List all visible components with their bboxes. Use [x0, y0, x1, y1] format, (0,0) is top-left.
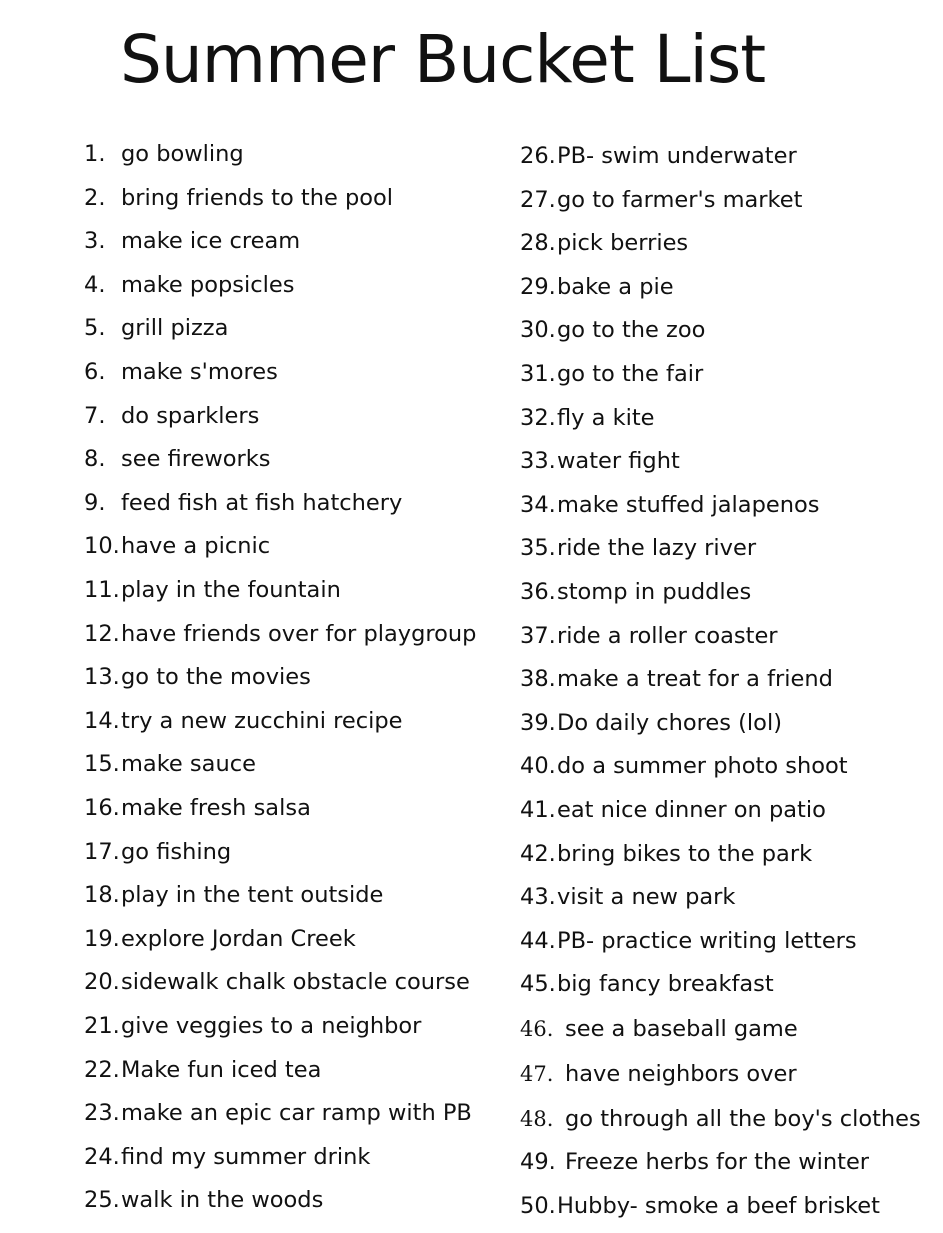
item-text: give veggies to a neighbor: [121, 1013, 422, 1039]
item-number: 12.: [84, 620, 120, 647]
item-text: sidewalk chalk obstacle course: [121, 969, 470, 996]
list-item: [520, 228, 938, 258]
item-text: Freeze herbs for the winter: [565, 1149, 870, 1176]
item-number: 11.: [84, 577, 120, 603]
item-text: make ice cream: [121, 228, 301, 255]
item-text: play in the tent outside: [121, 882, 384, 909]
item-number: 3.: [84, 228, 106, 255]
item-text: go to the fair: [557, 361, 704, 387]
list-item: [520, 882, 938, 912]
list-item: [520, 359, 938, 389]
item-number: 49.: [520, 1149, 556, 1176]
item-text: ride a roller coaster: [557, 622, 778, 649]
item-number: 7.: [84, 402, 106, 429]
item-text: make a treat for a friend: [557, 666, 833, 693]
item-number: 18.: [84, 882, 120, 909]
item-text: try a new zucchini recipe: [121, 707, 403, 734]
item-number: 47.: [520, 1062, 554, 1086]
item-number: 22.: [84, 1056, 120, 1083]
item-text: stomp in puddles: [557, 579, 752, 605]
item-number: 50.: [520, 1193, 556, 1219]
item-text: Do daily chores (lol): [557, 709, 782, 736]
list-item: [520, 403, 938, 433]
item-text: PB- practice writing letters: [557, 927, 857, 954]
list-item: [520, 664, 938, 694]
item-number: 25.: [84, 1187, 120, 1214]
item-number: 14.: [84, 707, 120, 734]
item-number: 6.: [84, 359, 106, 385]
item-text: go fishing: [121, 838, 232, 865]
item-text: do a summer photo shoot: [557, 753, 848, 780]
item-number: 45.: [520, 971, 556, 998]
list-item: [520, 969, 938, 999]
item-number: 20.: [84, 969, 120, 996]
list-item: [520, 577, 938, 607]
item-text: bring friends to the pool: [121, 184, 394, 211]
item-number: 19.: [84, 925, 120, 952]
item-number: 27.: [520, 186, 556, 213]
item-text: make fresh salsa: [121, 795, 311, 821]
item-number: 46.: [520, 1017, 554, 1042]
list-item: [520, 315, 938, 345]
list-item: [520, 1014, 938, 1044]
item-text: eat nice dinner on patio: [557, 797, 826, 823]
item-number: 8.: [84, 446, 106, 473]
item-number: 34.: [520, 491, 556, 518]
item-text: go bowling: [121, 141, 244, 167]
item-number: 35.: [520, 535, 556, 562]
item-number: 33.: [520, 448, 556, 475]
item-number: 43.: [520, 884, 556, 911]
list-item: [520, 1059, 938, 1089]
item-number: 40.: [520, 753, 556, 780]
list-item: [520, 490, 938, 520]
item-number: 17.: [84, 838, 120, 865]
item-number: 36.: [520, 579, 556, 605]
item-text: visit a new park: [557, 884, 736, 911]
item-number: 29.: [520, 273, 556, 300]
item-number: 10.: [84, 533, 120, 560]
page-title: Summer Bucket List: [120, 21, 766, 98]
item-number: 39.: [520, 709, 556, 736]
item-number: 30.: [520, 317, 556, 344]
item-text: grill pizza: [121, 315, 229, 342]
item-text: see a baseball game: [565, 1016, 798, 1043]
item-text: bake a pie: [557, 273, 674, 300]
item-text: go through all the boy's clothes: [565, 1105, 921, 1132]
list-item: [520, 751, 938, 781]
item-text: big fancy breakfast: [557, 971, 774, 998]
item-number: 21.: [84, 1013, 120, 1039]
item-number: 31.: [520, 361, 556, 387]
item-text: make stuffed jalapenos: [557, 491, 820, 518]
list-item: [520, 272, 938, 302]
item-text: go to farmer's market: [557, 186, 803, 213]
item-text: feed fish at fish hatchery: [121, 489, 403, 516]
list-item: [520, 839, 938, 869]
item-number: 38.: [520, 666, 556, 693]
item-text: go to the movies: [121, 664, 311, 691]
item-text: ride the lazy river: [557, 535, 757, 562]
item-number: 28.: [520, 230, 556, 257]
item-text: make popsicles: [121, 271, 295, 298]
item-number: 41.: [520, 797, 556, 823]
item-text: PB- swim underwater: [557, 143, 797, 169]
item-number: 13.: [84, 664, 120, 691]
list-item: [520, 185, 938, 215]
item-number: 37.: [520, 622, 556, 649]
item-number: 4.: [84, 271, 106, 298]
item-text: fly a kite: [557, 404, 655, 431]
item-number: 32.: [520, 404, 556, 431]
item-text: make an epic car ramp with PB: [121, 1100, 472, 1127]
item-text: do sparklers: [121, 402, 260, 429]
item-number: 48.: [520, 1106, 554, 1131]
item-text: make sauce: [121, 751, 256, 778]
item-text: walk in the woods: [121, 1187, 324, 1214]
item-number: 16.: [84, 795, 120, 821]
item-text: have a picnic: [121, 533, 271, 560]
list-item: [520, 446, 938, 476]
item-number: 9.: [84, 489, 106, 516]
item-text: play in the fountain: [121, 577, 341, 603]
item-text: have friends over for playgroup: [121, 620, 477, 647]
item-text: bring bikes to the park: [557, 840, 813, 867]
item-text: pick berries: [557, 230, 689, 257]
item-number: 44.: [520, 927, 556, 954]
list-item: [520, 708, 938, 738]
item-number: 23.: [84, 1100, 120, 1127]
item-number: 2.: [84, 184, 106, 211]
list-item: [520, 533, 938, 563]
item-text: explore Jordan Creek: [121, 925, 356, 952]
item-number: 26.: [520, 143, 556, 169]
item-number: 1.: [84, 141, 106, 167]
item-text: Hubby- smoke a beef brisket: [557, 1193, 880, 1219]
list-item: [520, 1191, 938, 1221]
item-text: find my summer drink: [121, 1143, 371, 1170]
item-number: 24.: [84, 1143, 120, 1170]
item-number: 5.: [84, 315, 106, 342]
item-text: Make fun iced tea: [121, 1056, 322, 1083]
item-text: have neighbors over: [565, 1061, 797, 1087]
item-text: make s'mores: [121, 359, 278, 385]
list-item: [520, 1147, 938, 1177]
list-item: [520, 1104, 938, 1134]
list-item: [520, 621, 938, 651]
item-text: water fight: [557, 448, 680, 475]
item-text: go to the zoo: [557, 317, 706, 344]
list-item: [520, 795, 938, 825]
item-number: 42.: [520, 840, 556, 867]
list-item: [520, 141, 938, 171]
item-number: 15.: [84, 751, 120, 778]
item-text: see fireworks: [121, 446, 271, 473]
list-item: [520, 926, 938, 956]
